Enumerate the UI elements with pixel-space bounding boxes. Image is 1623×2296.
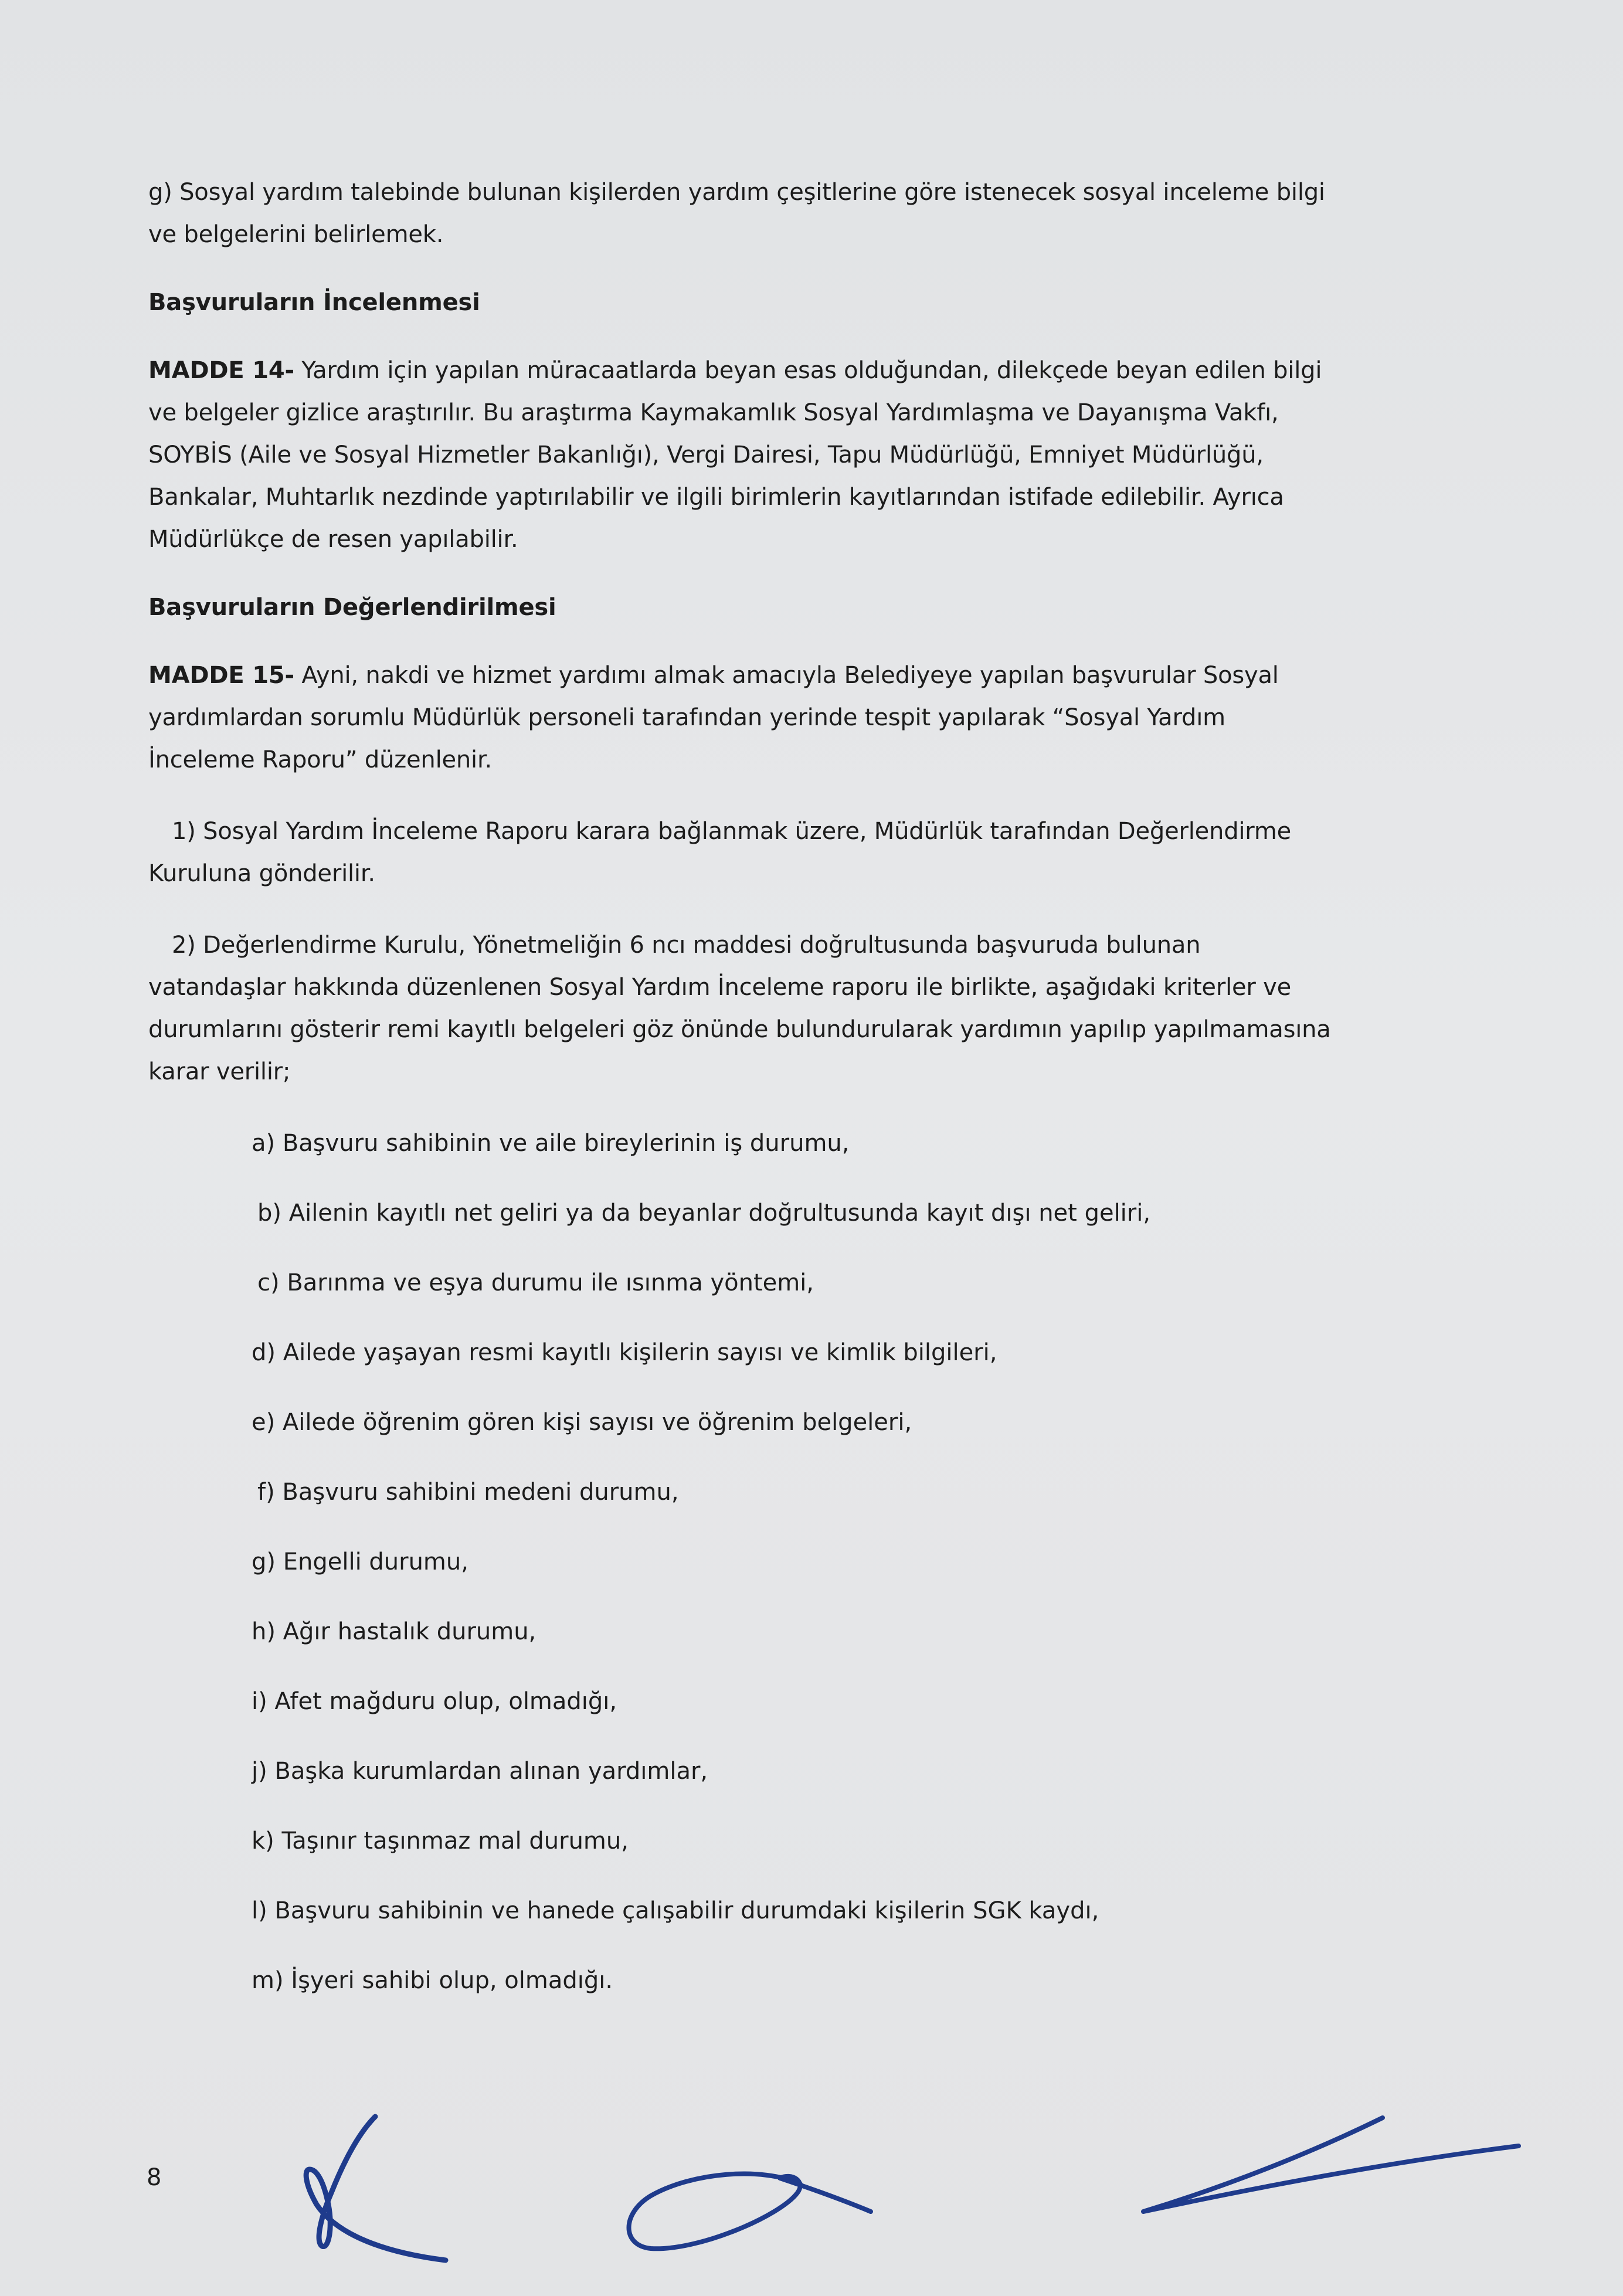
paragraph-2-line-1: 2) Değerlendirme Kurulu, Yönetmeliğin 6 ncı maddesi doğrultusunda başvuruda bulunan [172, 932, 1201, 959]
criteria-item-b: b) Ailenin kayıtlı net geliri ya da beyanlar doğrultusunda kayıt dışı net geliri, [257, 1200, 1151, 1227]
signature-2 [629, 2174, 871, 2249]
madde-14-line-2: ve belgeler gizlice araştırılır. Bu araştırma Kaymakamlık Sosyal Yardımlaşma ve Dayanışma Vakfı, [148, 399, 1279, 426]
criteria-item-a: a) Başvuru sahibinin ve aile bireylerinin iş durumu, [252, 1130, 850, 1157]
item-g-line-1: g) Sosyal yardım talebinde bulunan kişilerden yardım çeşitlerine göre istenecek sosyal inceleme bilgi [148, 179, 1325, 206]
madde-14-line-3: SOYBİS (Aile ve Sosyal Hizmetler Bakanlığı), Vergi Dairesi, Tapu Müdürlüğü, Emniyet Müdürlüğü, [148, 441, 1264, 468]
criteria-item-g: g) Engelli durumu, [252, 1548, 468, 1575]
section-15-heading: Başvuruların Değerlendirilmesi [148, 594, 556, 621]
madde-15-line-2: yardımlardan sorumlu Müdürlük personeli tarafından yerinde tespit yapılarak “Sosyal Yardım [148, 704, 1225, 731]
paragraph-1-line-1: 1) Sosyal Yardım İnceleme Raporu karara bağlanmak üzere, Müdürlük tarafından Değerlendirme [172, 818, 1292, 845]
paragraph-1-line-2: Kuruluna gönderilir. [148, 860, 375, 887]
page-number: 8 [147, 2164, 162, 2191]
paragraph-2-line-2: vatandaşlar hakkında düzenlenen Sosyal Yardım İnceleme raporu ile birlikte, aşağıdaki kriterler ve [148, 974, 1292, 1001]
section-14-heading: Başvuruların İncelenmesi [148, 289, 480, 316]
madde-15-line-3: İnceleme Raporu” düzenlenir. [148, 746, 493, 773]
madde-14-line-1: Yardım için yapılan müracaatlarda beyan esas olduğundan, dilekçede beyan edilen bilgi [294, 357, 1322, 384]
paragraph-2-line-4: karar verilir; [148, 1058, 291, 1085]
madde-14-label: MADDE 14- [148, 357, 294, 384]
madde-14-line-4: Bankalar, Muhtarlık nezdinde yaptırılabilir ve ilgili birimlerin kayıtlarından istifade edilebilir. Ayrıca [148, 484, 1284, 511]
signature-3 [1143, 2118, 1519, 2212]
paragraph-2-line-3: durumlarını gösterir remi kayıtlı belgeleri göz önünde bulundurularak yardımın yapılıp yapılmamasına [148, 1016, 1331, 1043]
criteria-item-d: d) Ailede yaşayan resmi kayıtlı kişilerin sayısı ve kimlik bilgileri, [252, 1339, 997, 1366]
criteria-item-j: j) Başka kurumlardan alınan yardımlar, [252, 1758, 708, 1785]
criteria-item-h: h) Ağır hastalık durumu, [252, 1618, 537, 1645]
criteria-item-i: i) Afet mağduru olup, olmadığı, [252, 1688, 617, 1715]
criteria-item-c: c) Barınma ve eşya durumu ile ısınma yöntemi, [257, 1269, 814, 1296]
criteria-item-l: l) Başvuru sahibinin ve hanede çalışabilir durumdaki kişilerin SGK kaydı, [252, 1897, 1099, 1924]
madde-15-line-1: Ayni, nakdi ve hizmet yardımı almak amacıyla Belediyeye yapılan başvurular Sosyal [294, 662, 1279, 689]
item-g-line-2: ve belgelerini belirlemek. [148, 221, 444, 248]
signature-1 [306, 2117, 446, 2260]
madde-15-label: MADDE 15- [148, 662, 294, 689]
madde-14-line-5: Müdürlükçe de resen yapılabilir. [148, 526, 518, 553]
criteria-item-k: k) Taşınır taşınmaz mal durumu, [252, 1828, 629, 1855]
criteria-item-f: f) Başvuru sahibini medeni durumu, [257, 1479, 679, 1506]
criteria-item-m: m) İşyeri sahibi olup, olmadığı. [252, 1967, 613, 1994]
criteria-item-e: e) Ailede öğrenim gören kişi sayısı ve öğrenim belgeleri, [252, 1409, 912, 1436]
